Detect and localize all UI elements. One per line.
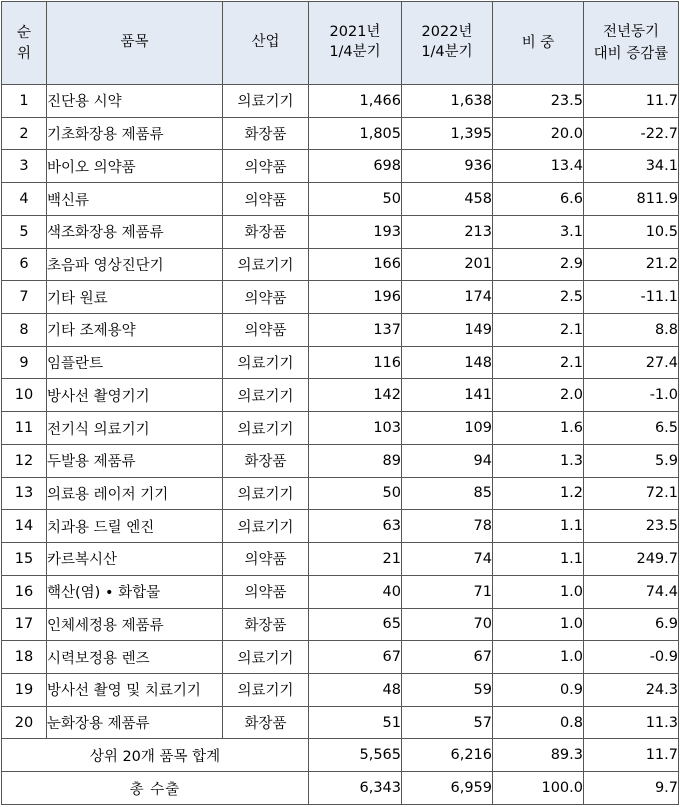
cell-growth: 6.5 [584, 412, 679, 445]
cell-industry: 의약품 [223, 281, 309, 314]
header-2021-line1: 2021년 [329, 24, 381, 41]
table-row [2, 281, 679, 314]
header-2021-line2: 1/4분기 [329, 44, 381, 60]
cell-2021: 698 [309, 150, 402, 183]
cell-rank: 17 [2, 608, 47, 641]
table-row [2, 412, 679, 445]
header-2022 [402, 2, 493, 85]
cell-item: 바이오 의약품 [47, 150, 223, 183]
cell-item: 기초화장용 제품류 [47, 117, 223, 150]
cell-2021: 48 [309, 673, 402, 706]
summary-row [2, 739, 679, 772]
cell-growth: 8.8 [584, 314, 679, 347]
cell-growth: 24.3 [584, 673, 679, 706]
cell-ratio: 2.9 [493, 248, 584, 281]
cell-growth: -11.1 [584, 281, 679, 314]
cell-ratio: 2.1 [493, 314, 584, 347]
summary-ratio: 89.3 [493, 739, 584, 772]
cell-growth: 34.1 [584, 150, 679, 183]
cell-2021: 1,805 [309, 117, 402, 150]
cell-growth: 811.9 [584, 183, 679, 216]
table-row [2, 510, 679, 543]
cell-item: 색조화장용 제품류 [47, 215, 223, 248]
cell-2021: 196 [309, 281, 402, 314]
total-row [2, 772, 679, 805]
cell-rank: 6 [2, 248, 47, 281]
cell-industry: 화장품 [223, 608, 309, 641]
cell-ratio: 3.1 [493, 215, 584, 248]
cell-rank: 2 [2, 117, 47, 150]
cell-item: 시력보정용 렌즈 [47, 641, 223, 674]
cell-rank: 7 [2, 281, 47, 314]
summary-2021: 5,565 [309, 739, 402, 772]
cell-ratio: 1.1 [493, 543, 584, 576]
cell-growth: 10.5 [584, 215, 679, 248]
table-row [2, 314, 679, 347]
cell-item: 카르복시산 [47, 543, 223, 576]
cell-item: 진단용 시약 [47, 85, 223, 118]
cell-2021: 51 [309, 706, 402, 739]
cell-rank: 12 [2, 444, 47, 477]
table-row [2, 641, 679, 674]
cell-industry: 화장품 [223, 117, 309, 150]
cell-rank: 14 [2, 510, 47, 543]
cell-item: 방사선 촬영 및 치료기기 [47, 673, 223, 706]
cell-growth: 74.4 [584, 575, 679, 608]
cell-rank: 9 [2, 346, 47, 379]
cell-industry: 화장품 [223, 706, 309, 739]
total-label: 총 수출 [2, 772, 309, 805]
cell-2022: 74 [402, 543, 493, 576]
cell-2021: 21 [309, 543, 402, 576]
cell-growth: 5.9 [584, 444, 679, 477]
cell-item: 두발용 제품류 [47, 444, 223, 477]
total-growth: 9.7 [584, 772, 679, 805]
cell-ratio: 1.1 [493, 510, 584, 543]
cell-industry: 의료기기 [223, 346, 309, 379]
cell-rank: 8 [2, 314, 47, 347]
cell-rank: 15 [2, 543, 47, 576]
header-growth [584, 2, 679, 85]
cell-industry: 의료기기 [223, 510, 309, 543]
cell-rank: 13 [2, 477, 47, 510]
cell-item: 인체세정용 제품류 [47, 608, 223, 641]
cell-rank: 20 [2, 706, 47, 739]
cell-2021: 142 [309, 379, 402, 412]
cell-2021: 63 [309, 510, 402, 543]
cell-industry: 의약품 [223, 183, 309, 216]
cell-item: 방사선 촬영기기 [47, 379, 223, 412]
cell-ratio: 2.0 [493, 379, 584, 412]
header-2022-line2: 1/4분기 [421, 44, 473, 60]
table-row [2, 706, 679, 739]
cell-growth: -1.0 [584, 379, 679, 412]
cell-2022: 57 [402, 706, 493, 739]
cell-ratio: 2.5 [493, 281, 584, 314]
table-row [2, 183, 679, 216]
header-growth-line1: 전년동기 [602, 24, 660, 41]
cell-2021: 103 [309, 412, 402, 445]
cell-2021: 89 [309, 444, 402, 477]
cell-ratio: 1.0 [493, 575, 584, 608]
cell-2021: 1,466 [309, 85, 402, 118]
cell-2022: 59 [402, 673, 493, 706]
cell-growth: 23.5 [584, 510, 679, 543]
cell-item: 전기식 의료기기 [47, 412, 223, 445]
cell-item: 의료용 레이저 기기 [47, 477, 223, 510]
cell-2021: 67 [309, 641, 402, 674]
cell-industry: 화장품 [223, 215, 309, 248]
table-row [2, 117, 679, 150]
cell-industry: 의약품 [223, 575, 309, 608]
cell-growth: 11.7 [584, 85, 679, 118]
cell-2021: 116 [309, 346, 402, 379]
cell-industry: 화장품 [223, 444, 309, 477]
cell-growth: 27.4 [584, 346, 679, 379]
header-item: 품목 [47, 2, 223, 85]
table-row [2, 444, 679, 477]
total-ratio: 100.0 [493, 772, 584, 805]
cell-industry: 의료기기 [223, 248, 309, 281]
header-rank-line1: 순 [16, 24, 31, 41]
cell-2021: 50 [309, 477, 402, 510]
cell-growth: 249.7 [584, 543, 679, 576]
cell-growth: 72.1 [584, 477, 679, 510]
cell-growth: -22.7 [584, 117, 679, 150]
cell-rank: 4 [2, 183, 47, 216]
cell-item: 백신류 [47, 183, 223, 216]
cell-2022: 936 [402, 150, 493, 183]
cell-ratio: 6.6 [493, 183, 584, 216]
table-row [2, 477, 679, 510]
cell-2021: 193 [309, 215, 402, 248]
cell-rank: 11 [2, 412, 47, 445]
cell-rank: 19 [2, 673, 47, 706]
header-growth-line2: 대비 증감률 [593, 46, 669, 62]
cell-growth: -0.9 [584, 641, 679, 674]
table-row [2, 215, 679, 248]
cell-ratio: 13.4 [493, 150, 584, 183]
cell-2022: 201 [402, 248, 493, 281]
cell-2022: 85 [402, 477, 493, 510]
cell-ratio: 1.6 [493, 412, 584, 445]
cell-ratio: 0.8 [493, 706, 584, 739]
total-2021: 6,343 [309, 772, 402, 805]
summary-growth: 11.7 [584, 739, 679, 772]
cell-2021: 50 [309, 183, 402, 216]
cell-2022: 213 [402, 215, 493, 248]
cell-item: 치과용 드릴 엔진 [47, 510, 223, 543]
header-2021 [309, 2, 402, 85]
cell-2022: 94 [402, 444, 493, 477]
cell-2021: 166 [309, 248, 402, 281]
table-row [2, 575, 679, 608]
table-row [2, 673, 679, 706]
cell-2022: 141 [402, 379, 493, 412]
cell-2022: 148 [402, 346, 493, 379]
summary-2022: 6,216 [402, 739, 493, 772]
cell-2022: 78 [402, 510, 493, 543]
header-industry: 산업 [223, 2, 309, 85]
cell-2022: 71 [402, 575, 493, 608]
cell-industry: 의료기기 [223, 412, 309, 445]
cell-item: 임플란트 [47, 346, 223, 379]
header-2022-line1: 2022년 [421, 24, 473, 41]
header-rank [2, 2, 47, 85]
table-row [2, 608, 679, 641]
export-ranking-table [1, 1, 679, 805]
cell-industry: 의료기기 [223, 85, 309, 118]
cell-item: 기타 조제용약 [47, 314, 223, 347]
cell-industry: 의약품 [223, 150, 309, 183]
cell-ratio: 1.0 [493, 608, 584, 641]
table-row [2, 543, 679, 576]
cell-2022: 149 [402, 314, 493, 347]
summary-label: 상위 20개 품목 합계 [2, 739, 309, 772]
cell-ratio: 20.0 [493, 117, 584, 150]
cell-ratio: 0.9 [493, 673, 584, 706]
cell-2022: 1,638 [402, 85, 493, 118]
cell-rank: 16 [2, 575, 47, 608]
cell-growth: 21.2 [584, 248, 679, 281]
cell-industry: 의약품 [223, 543, 309, 576]
table-row [2, 379, 679, 412]
table-row [2, 85, 679, 118]
cell-rank: 10 [2, 379, 47, 412]
total-2022: 6,959 [402, 772, 493, 805]
cell-item: 눈화장용 제품류 [47, 706, 223, 739]
cell-2022: 458 [402, 183, 493, 216]
cell-item: 기타 원료 [47, 281, 223, 314]
header-ratio: 비 중 [493, 2, 584, 85]
header-rank-line2: 위 [16, 46, 31, 62]
cell-ratio: 2.1 [493, 346, 584, 379]
cell-ratio: 23.5 [493, 85, 584, 118]
cell-2021: 65 [309, 608, 402, 641]
table-row [2, 346, 679, 379]
cell-item: 초음파 영상진단기 [47, 248, 223, 281]
cell-rank: 5 [2, 215, 47, 248]
cell-growth: 11.3 [584, 706, 679, 739]
cell-ratio: 1.3 [493, 444, 584, 477]
header-row [2, 2, 679, 85]
cell-2022: 174 [402, 281, 493, 314]
cell-industry: 의료기기 [223, 379, 309, 412]
cell-industry: 의료기기 [223, 477, 309, 510]
cell-ratio: 1.2 [493, 477, 584, 510]
cell-2022: 67 [402, 641, 493, 674]
table-row [2, 248, 679, 281]
cell-2021: 137 [309, 314, 402, 347]
cell-2021: 40 [309, 575, 402, 608]
cell-industry: 의료기기 [223, 673, 309, 706]
cell-ratio: 1.0 [493, 641, 584, 674]
cell-industry: 의약품 [223, 314, 309, 347]
cell-rank: 1 [2, 85, 47, 118]
cell-item: 핵산(염) • 화합물 [47, 575, 223, 608]
cell-industry: 의료기기 [223, 641, 309, 674]
cell-rank: 3 [2, 150, 47, 183]
table-row [2, 150, 679, 183]
cell-2022: 109 [402, 412, 493, 445]
cell-2022: 1,395 [402, 117, 493, 150]
cell-growth: 6.9 [584, 608, 679, 641]
cell-rank: 18 [2, 641, 47, 674]
table-body [2, 85, 679, 805]
cell-2022: 70 [402, 608, 493, 641]
